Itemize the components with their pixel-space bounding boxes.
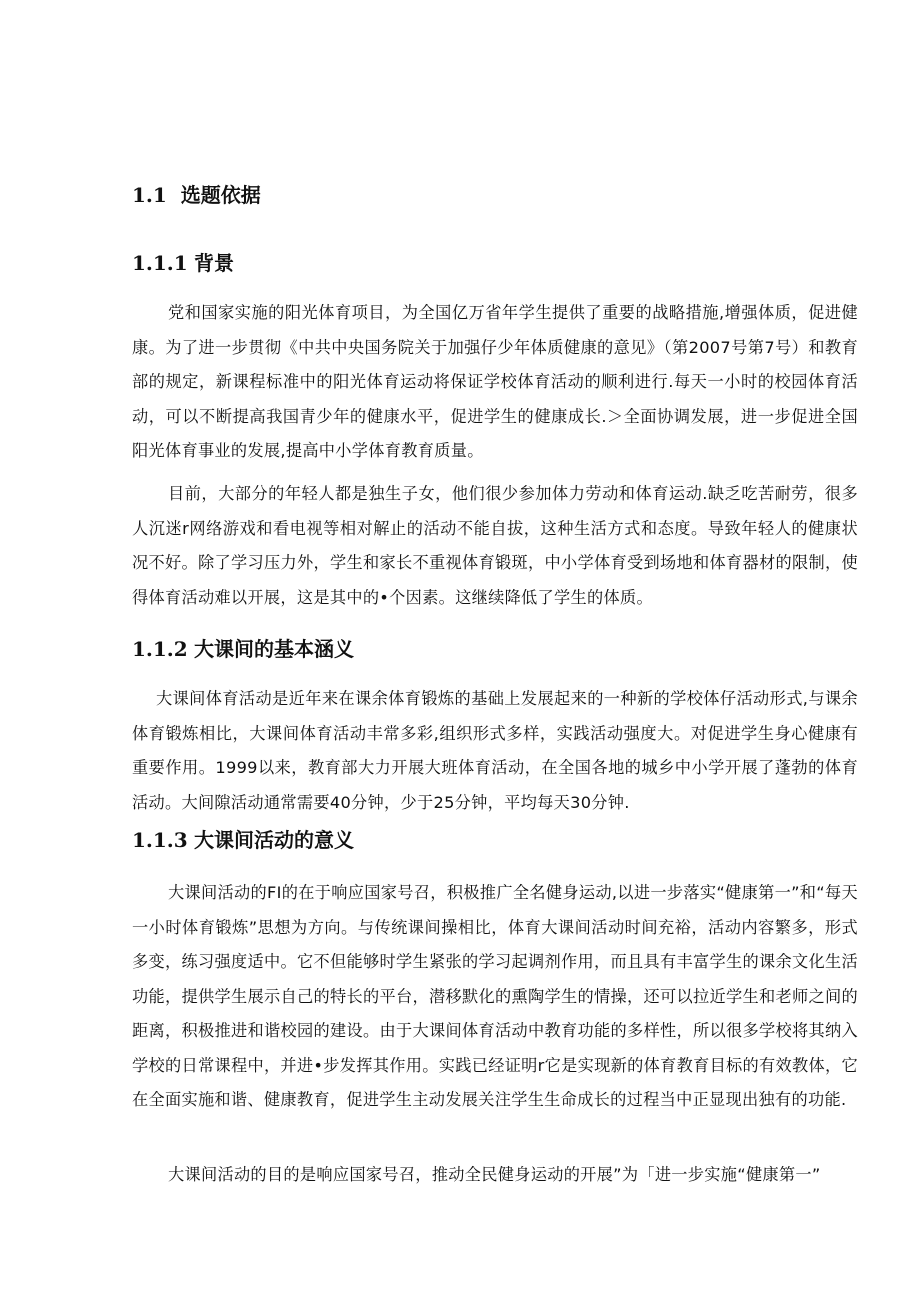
section-title: 大课间的基本涵义: [194, 637, 354, 661]
paragraph-significance-1: 大课间活动的FI的在于响应国家号召，积极推广全名健身运动,以进一步落实“健康第一”和“每天一小时体育锻炼”思想为方向。与传统课间操相比，体育大课间活动时间充裕，活动内容繁多，形式多变，练习强度适中。它不但能够时学生紧张的学习起调剂作用，而且具有丰富学生的课余文化生活功能，提供学生展示自己的特长的平台，潜移默化的熏陶学生的情操，还可以拉近学生和老师之间的距离，积极推进和谐校园的建设。由于大课间体育活动中教育功能的多样性，所以很多学校将其纳入学校的日常课程中，并进•步发挥其作用。实践已经证明r它是实现新的体育教育目标的有效教体，它在全面实施和谐、健康教育，促进学生主动发展关注学生生命成长的过程当中正显现出独有的功能.: [132, 883, 858, 1109]
section-heading-1-1-1: [132, 250, 234, 276]
section-heading-1-1-2: [132, 636, 354, 662]
section-title: 背景: [194, 251, 234, 275]
paragraph-meaning: 大课间体育活动是近年来在课余体育锻炼的基础上发展起来的一种新的学校体仔活动形式,与课余体育锻炼相比，大课间体育活动丰常多彩,组织形式多样，实践活动强度大。对促进学生身心健康有重要作用。1999以来，教育部大力开展大班体育活动，在全国各地的城乡中小学开展了蓬勃的体育活动。大间隙活动通常需要40分钟，少于25分钟，平均每天30分钟.: [132, 689, 858, 812]
paragraph-significance-2: 大课间活动的目的是响应国家号召，推动全民健身运动的开展”为「进一步实施“健康第一”: [168, 1165, 821, 1184]
section-number: 1.1: [132, 183, 167, 207]
paragraph-background-1: 党和国家实施的阳光体育项目，为全国亿万省年学生提供了重要的战略措施,增强体质，促进健康。为了进一步贯彻《中共中央国务院关于加强仔少年体质健康的意见》（第2007号第7号）和教育部的规定，新课程标准中的阳光体育运动将保证学校体育活动的顺利进行.每天一小时的校园体育活动，可以不断提高我国青少年的健康水平，促进学生的健康成长.＞全面协调发展，进一步促进全国阳光体育事业的发展,提高中小学体育教育质量。: [132, 303, 858, 460]
paragraph-background-2: 目前，大部分的年轻人都是独生子女，他们很少参加体力劳动和体育运动.缺乏吃苦耐劳，很多人沉迷r网络游戏和看电视等相对解止的活动不能自拔，这种生活方式和态度。导致年轻人的健康状况不好。除了学习压力外，学生和家长不重视体育锻斑，中小学体育受到场地和体育器材的限制，使得体育活动难以开展，这是其中的•个因素。这继续降低了学生的体质。: [132, 484, 858, 607]
section-number: 1.1.3: [132, 828, 188, 852]
section-number: 1.1.1: [132, 251, 188, 275]
section-number: 1.1.2: [132, 637, 188, 661]
section-title: 选题依据: [180, 183, 261, 207]
section-heading-1-1: [132, 182, 261, 208]
section-heading-1-1-3: [132, 827, 354, 853]
section-title: 大课间活动的意义: [194, 828, 354, 852]
